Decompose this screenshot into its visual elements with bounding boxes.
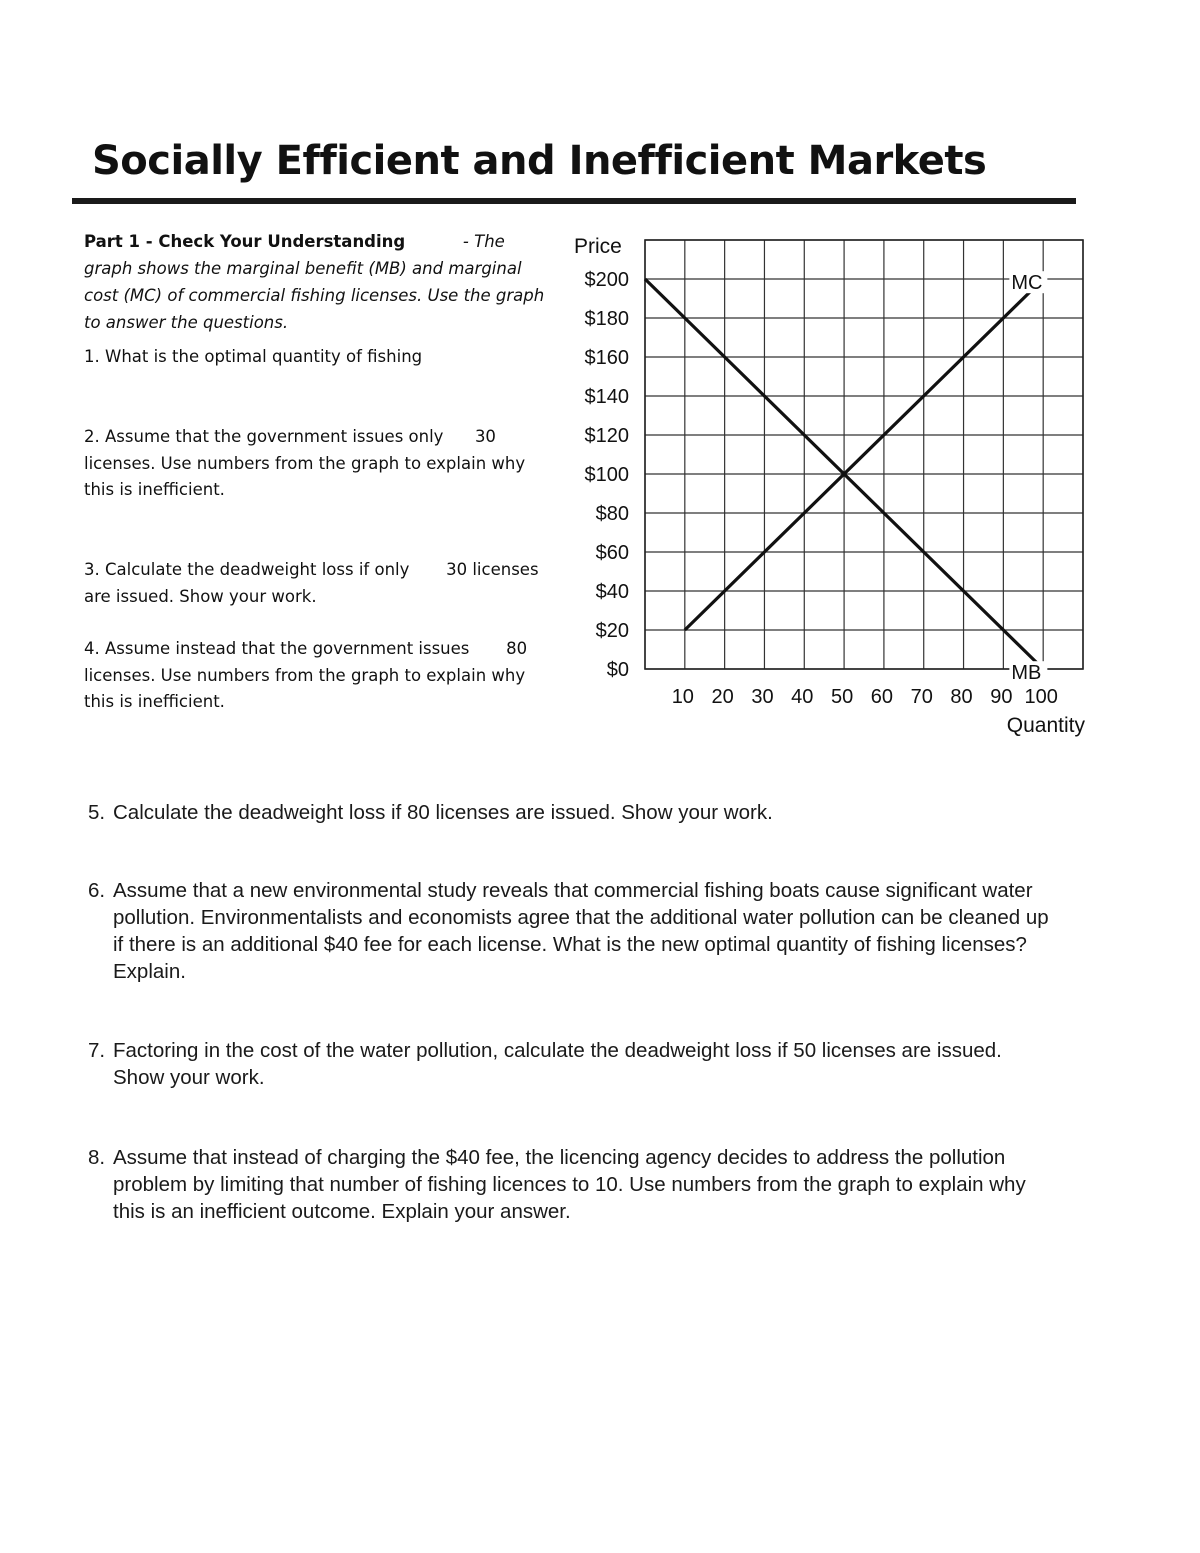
x-tick-label: 80 xyxy=(950,686,973,708)
question-3 xyxy=(84,557,554,610)
x-tick-label: 60 xyxy=(870,686,894,708)
question-text: Calculate the deadweight loss if only xyxy=(105,560,410,579)
title-rule xyxy=(72,198,1076,204)
series-line-mc xyxy=(685,279,1043,630)
y-tick-label: $100 xyxy=(584,464,629,486)
question-number: 5. xyxy=(88,801,106,824)
question-text: licenses. Use numbers from the graph to explain why this is inefficient. xyxy=(84,453,526,499)
x-tick-label: 90 xyxy=(990,686,1013,708)
question-value: 30 xyxy=(446,560,468,579)
question-5 xyxy=(88,799,1088,826)
page-title: Socially Efficient and Inefficient Markets xyxy=(92,138,987,184)
y-tick-label: $160 xyxy=(584,347,629,369)
y-tick-label: $20 xyxy=(595,620,629,642)
series-label-mc: MC xyxy=(1011,272,1043,295)
part1-heading: Part 1 - Check Your Understanding xyxy=(84,232,406,251)
y-tick-label: $120 xyxy=(584,425,629,447)
question-text: licenses. Use numbers from the graph to explain why this is inefficient. xyxy=(84,665,526,711)
y-tick-label: $180 xyxy=(584,308,629,330)
question-8 xyxy=(88,1144,1063,1225)
question-1 xyxy=(84,344,554,371)
question-text: Factoring in the cost of the water pollution, calculate the deadweight loss if 50 licenses are issued. Show your work. xyxy=(113,1039,1002,1089)
x-tick-label: 10 xyxy=(671,686,694,708)
x-tick-label: 20 xyxy=(711,686,734,708)
part1-intro xyxy=(84,228,554,336)
question-number: 2. xyxy=(84,427,100,446)
y-tick-label: $200 xyxy=(584,269,629,291)
question-text: Assume that the government issues only xyxy=(105,427,444,446)
part1-intro-text: - The graph shows the marginal benefit (MB) and marginal cost (MC) of commercial fishing licenses. Use the graph to answer the questions. xyxy=(84,232,545,332)
question-number: 7. xyxy=(88,1039,106,1062)
question-value: 80 xyxy=(506,639,528,658)
question-text: licenses are issued. Show your work. xyxy=(84,560,539,606)
question-text: Assume that instead of charging the $40 fee, the licencing agency decides to address the pollution problem by limiting that number of fishing licences to 10. Use numbers from the graph to explain why this is an inefficient outcome. Explain your answer. xyxy=(113,1146,1026,1223)
question-text: Assume instead that the government issues xyxy=(105,639,470,658)
question-7 xyxy=(88,1037,1048,1091)
y-tick-label: $40 xyxy=(595,581,629,603)
question-number: 3. xyxy=(84,560,100,579)
series-label-mb: MB xyxy=(1011,662,1042,685)
y-tick-label: $0 xyxy=(606,659,629,681)
question-number: 8. xyxy=(88,1146,106,1169)
question-number: 6. xyxy=(88,879,106,902)
x-axis-title: Quantity xyxy=(1006,714,1085,737)
x-tick-label: 50 xyxy=(830,686,854,708)
y-tick-label: $80 xyxy=(595,503,629,525)
x-tick-label: 30 xyxy=(751,686,774,708)
x-tick-label: 70 xyxy=(910,686,933,708)
question-text: Calculate the deadweight loss if 80 licenses are issued. Show your work. xyxy=(113,801,773,824)
mb-mc-chart xyxy=(560,226,1100,746)
question-2 xyxy=(84,424,554,504)
question-6 xyxy=(88,877,1063,985)
question-value: 30 xyxy=(474,427,496,446)
question-text: Assume that a new environmental study reveals that commercial fishing boats cause significant water pollution. Environmentalists and economists agree that the additional water pollution can be cleaned up if there is an additional $40 fee for each license. What is the new optimal quantity of fishing licenses? Explain. xyxy=(113,879,1049,983)
question-number: 1. xyxy=(84,347,100,366)
y-tick-label: $60 xyxy=(595,542,629,564)
y-tick-label: $140 xyxy=(584,386,629,408)
question-text: What is the optimal quantity of fishing xyxy=(105,347,423,366)
y-axis-title: Price xyxy=(574,235,622,258)
x-tick-label: 40 xyxy=(791,686,814,708)
question-number: 4. xyxy=(84,639,100,658)
x-tick-label: 100 xyxy=(1024,686,1058,708)
question-4 xyxy=(84,636,554,716)
